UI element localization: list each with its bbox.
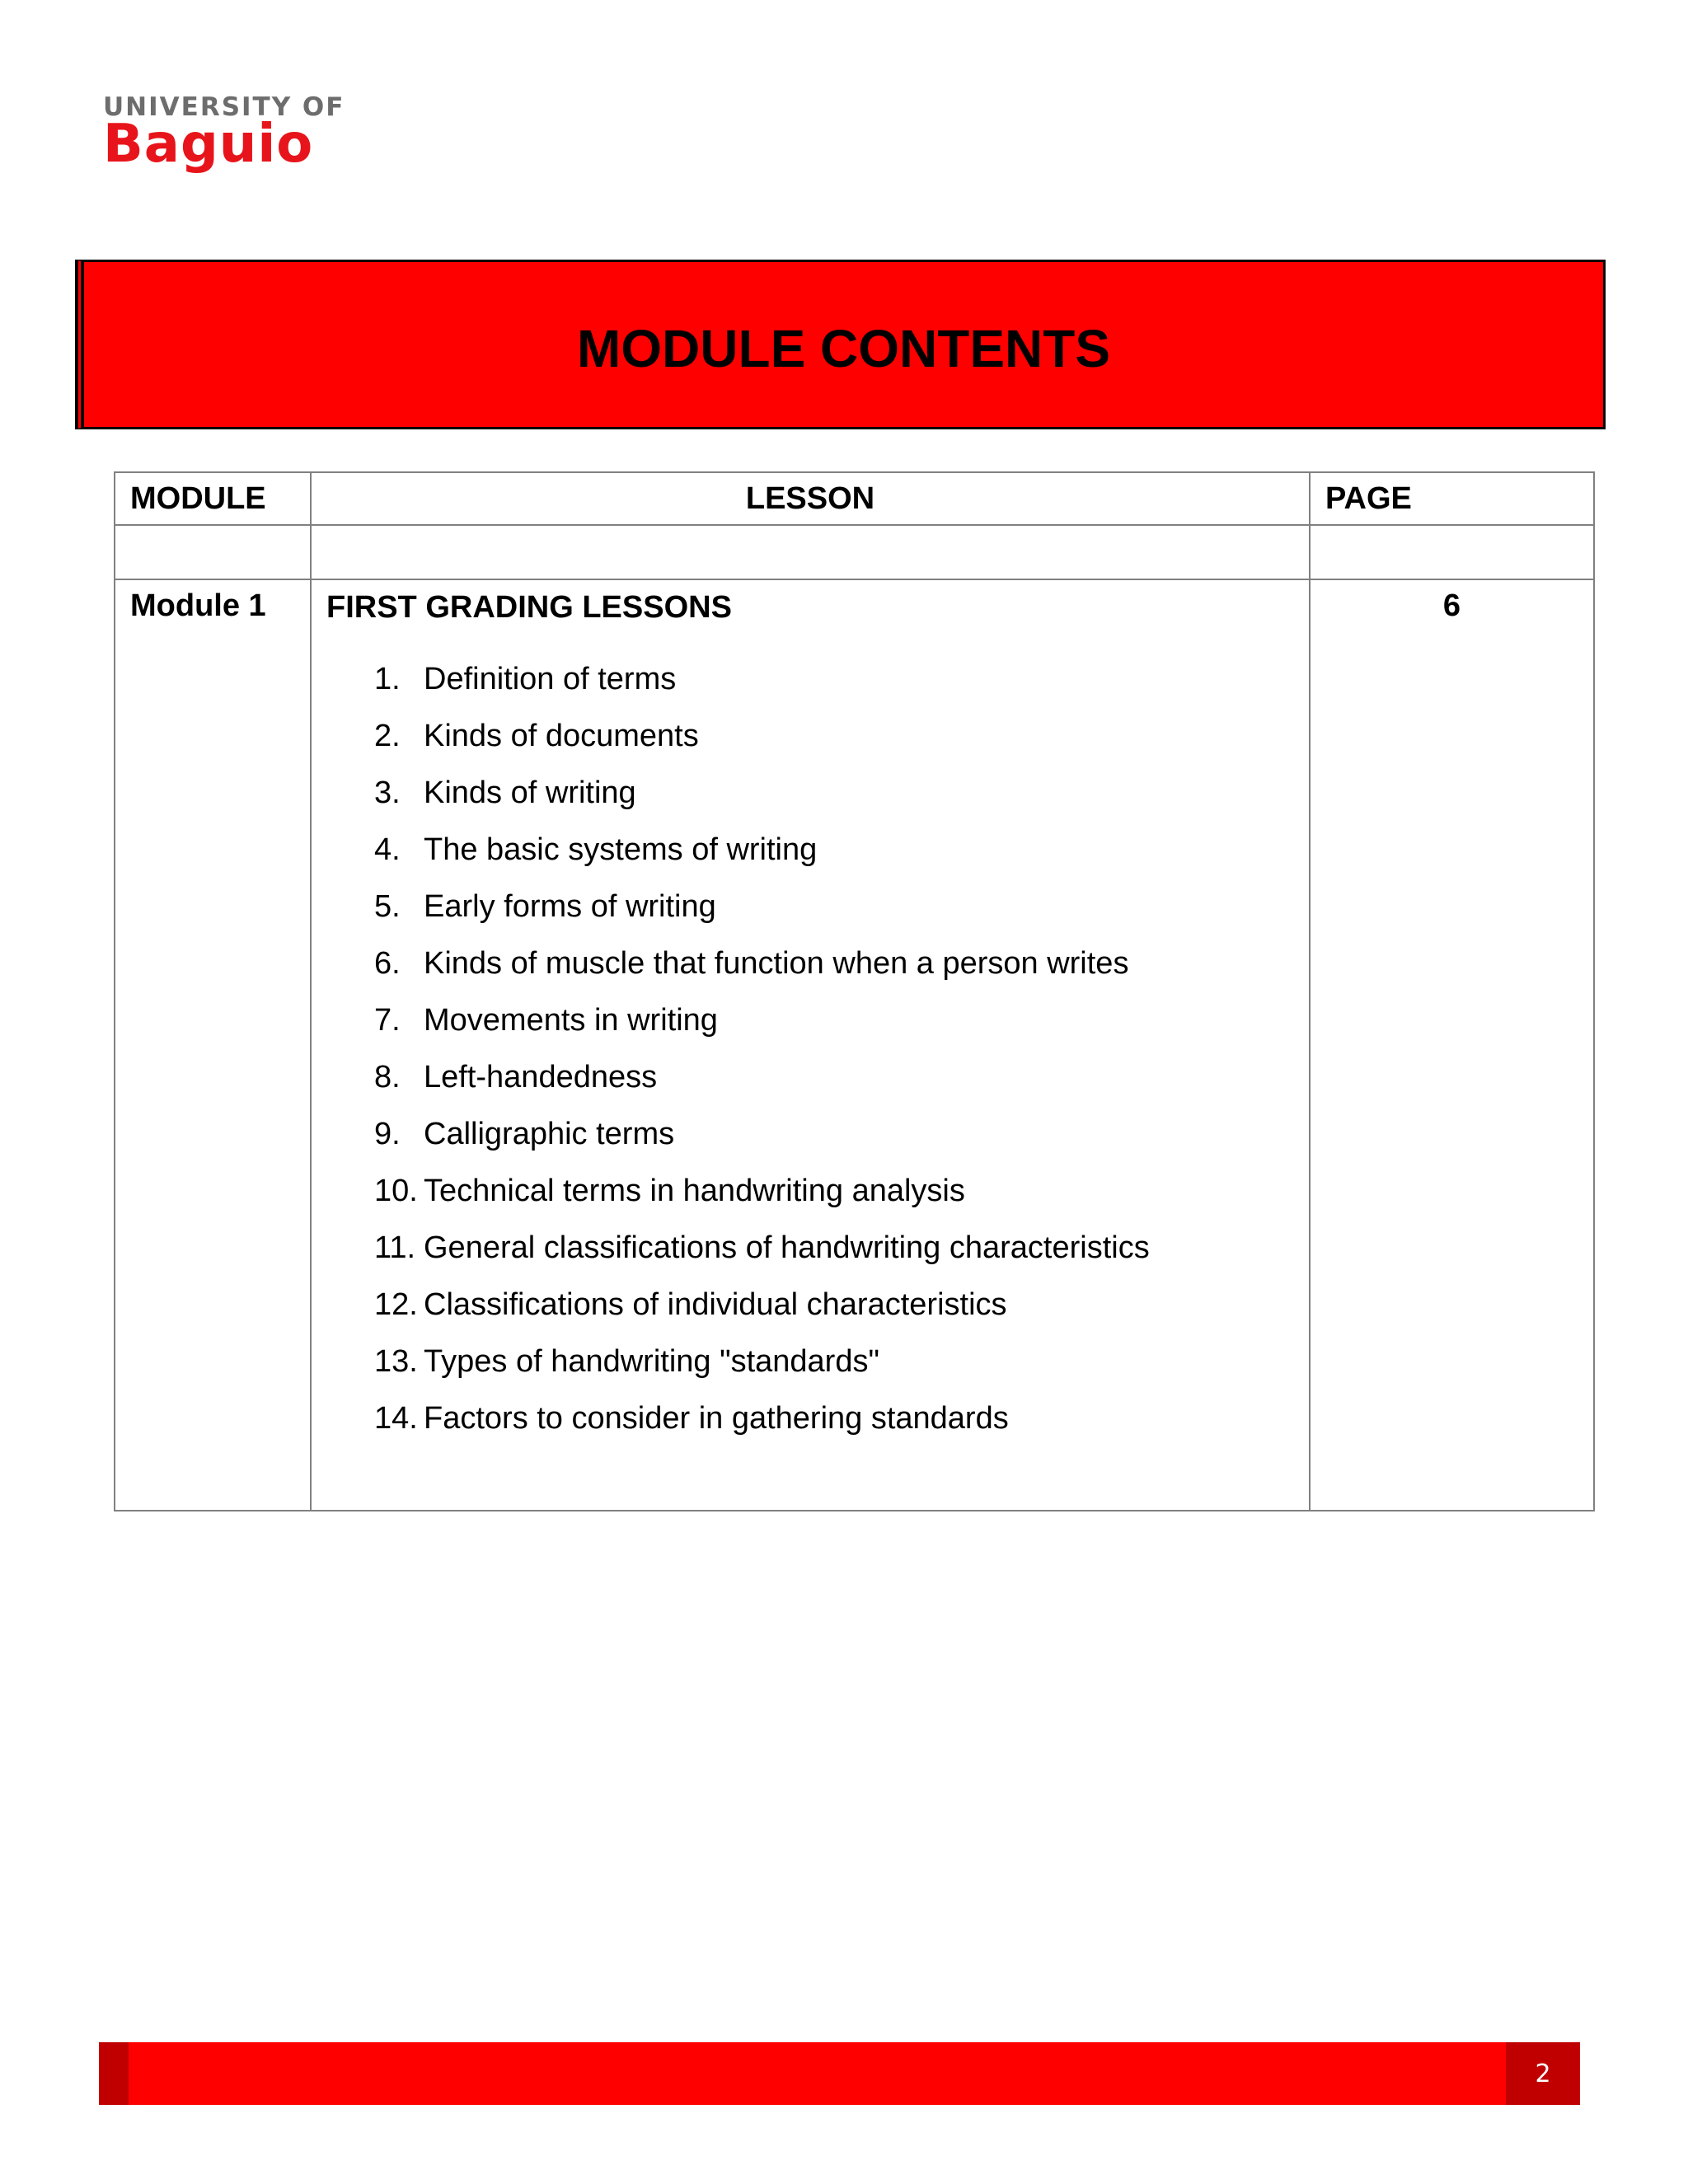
lesson-cell <box>311 579 1310 1511</box>
lesson-title: Classifications of individual characteristics <box>424 1287 1007 1322</box>
blank-cell <box>1310 525 1594 579</box>
lesson-title: Kinds of documents <box>424 719 699 753</box>
footer-accent <box>99 2042 129 2105</box>
list-item <box>326 1390 1294 1447</box>
list-item <box>326 1220 1294 1277</box>
table-header-row <box>115 472 1594 525</box>
header-module: MODULE <box>115 472 311 525</box>
list-item <box>326 935 1294 992</box>
list-item <box>326 1163 1294 1220</box>
lesson-title: General classifications of handwriting characteristics <box>424 1230 1150 1265</box>
header-page: PAGE <box>1310 472 1594 525</box>
lesson-number: 6. <box>374 946 401 981</box>
page-title: MODULE CONTENTS <box>576 319 1111 378</box>
list-item <box>326 992 1294 1049</box>
lesson-title: Left-handedness <box>424 1060 658 1094</box>
lesson-number: 13. <box>374 1344 418 1379</box>
module-contents-banner <box>75 260 1606 429</box>
lesson-title: Early forms of writing <box>424 889 716 924</box>
lesson-number: 2. <box>374 719 401 753</box>
lesson-number: 1. <box>374 662 401 696</box>
lesson-title: Definition of terms <box>424 662 677 696</box>
lesson-title: Calligraphic terms <box>424 1117 675 1151</box>
table-blank-row <box>115 525 1594 579</box>
header-lesson: LESSON <box>311 472 1310 525</box>
lesson-title: The basic systems of writing <box>424 832 818 867</box>
blank-cell <box>115 525 311 579</box>
lesson-title: Movements in writing <box>424 1003 718 1038</box>
list-item <box>326 1277 1294 1333</box>
module-cell: Module 1 <box>115 579 311 1511</box>
lesson-number: 4. <box>374 832 401 867</box>
lesson-number: 11. <box>374 1230 416 1265</box>
lesson-number: 8. <box>374 1060 401 1094</box>
university-logo <box>103 92 350 175</box>
list-item <box>326 879 1294 935</box>
lesson-title: Factors to consider in gathering standards <box>424 1401 1009 1436</box>
table-row <box>115 579 1594 1511</box>
page-cell: 6 <box>1310 579 1594 1511</box>
list-item <box>326 1333 1294 1390</box>
blank-cell <box>311 525 1310 579</box>
lesson-group-heading: FIRST GRADING LESSONS <box>326 590 732 625</box>
list-item <box>326 765 1294 822</box>
lesson-number: 14. <box>374 1401 418 1436</box>
list-item <box>326 651 1294 708</box>
lesson-number: 10. <box>374 1174 418 1208</box>
list-item <box>326 708 1294 765</box>
list-item <box>326 1106 1294 1163</box>
logo-line-university-of: UNIVERSITY OF <box>103 92 345 122</box>
contents-table <box>114 471 1595 1511</box>
lesson-title: Kinds of muscle that function when a person writes <box>424 946 1129 981</box>
lesson-number: 3. <box>374 776 401 810</box>
lesson-number: 12. <box>374 1287 418 1322</box>
lesson-list <box>326 651 1294 1447</box>
lesson-title: Kinds of writing <box>424 776 636 810</box>
lesson-number: 5. <box>374 889 401 924</box>
footer-bar <box>99 2042 1580 2105</box>
list-item <box>326 822 1294 879</box>
page-number: 2 <box>1506 2042 1580 2105</box>
lesson-title: Technical terms in handwriting analysis <box>424 1174 965 1208</box>
lesson-number: 9. <box>374 1117 401 1151</box>
lesson-number: 7. <box>374 1003 401 1038</box>
logo-line-baguio: Baguio <box>103 114 314 175</box>
lesson-title: Types of handwriting "standards" <box>424 1344 879 1379</box>
list-item <box>326 1049 1294 1106</box>
